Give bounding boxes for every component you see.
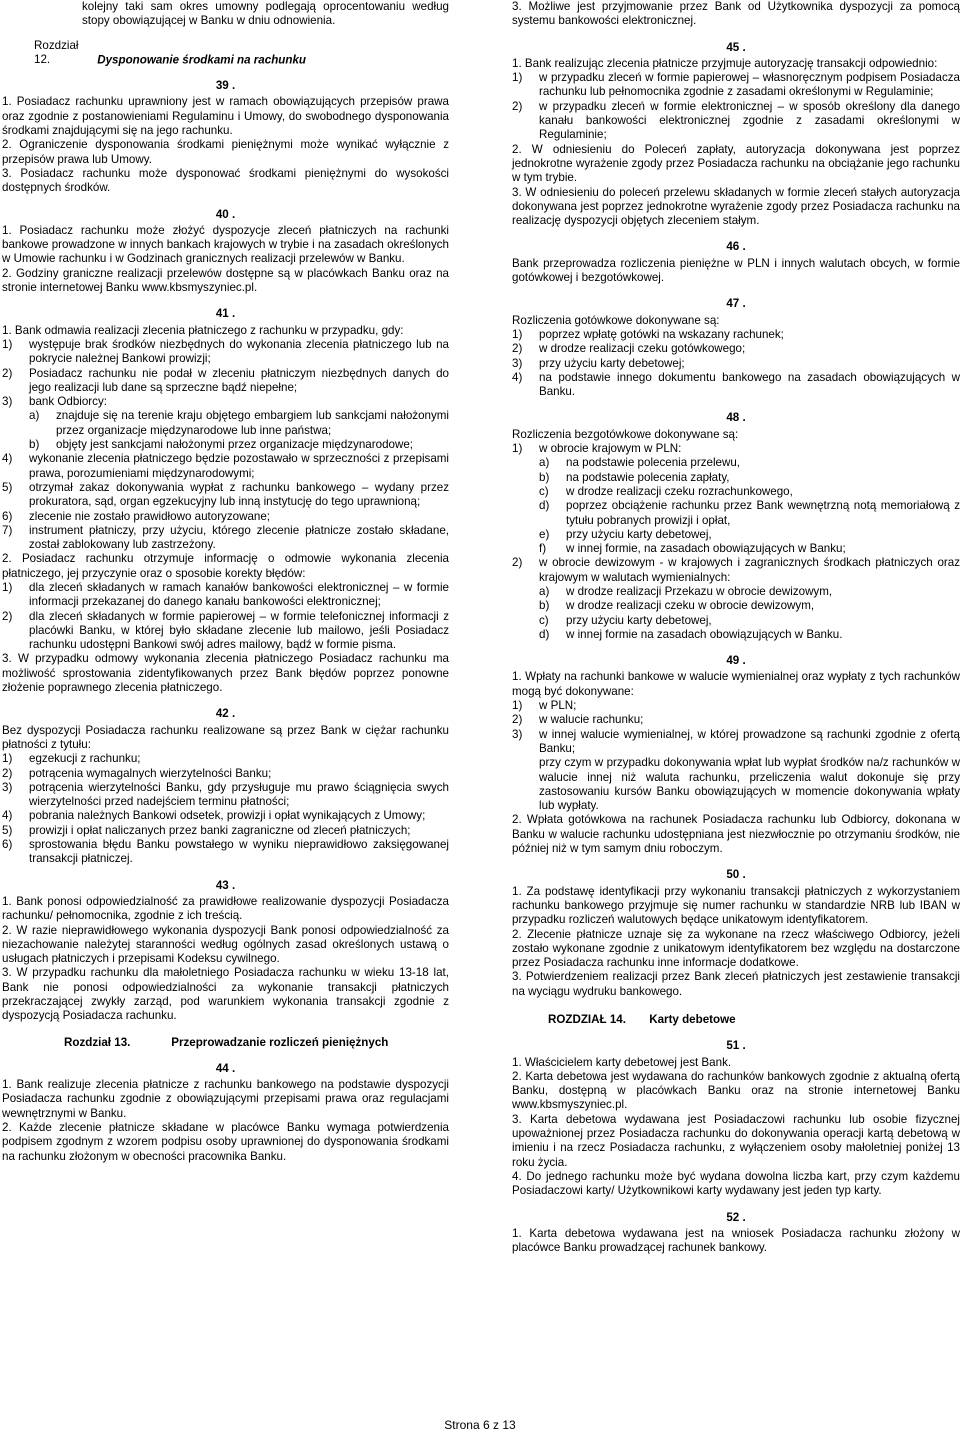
list-item: 4) wykonanie zlecenia płatniczego będzie pozostawało w sprzeczności z przepisami prawa, porozumieniami międzynarodowymi; bbox=[2, 452, 449, 480]
s50-p1: 1. Za podstawę identyfikacji przy wykonaniu transakcji płatniczych z wykorzystaniem rachunku bankowego przyjmuje się numer rachunku w standardzie NRB lub IBAN w przypadku rozliczeń walutowych będące unikatowym identyfikatorem. bbox=[512, 884, 960, 927]
list-subitem: a) w drodze realizacji Przekazu w obrocie dewizowym, bbox=[539, 584, 833, 598]
s44-p2: 2. Każde zlecenie płatnicze składane w placówce Banku wymaga potwierdzenia podpisem zgodnym z wzorem podpisu osoby uprawnionej do dysponowania środkami na rachunku złożonym w obecności pracownika Banku. bbox=[2, 1121, 449, 1163]
list-item: 1) w obrocie krajowym w PLN: bbox=[512, 442, 682, 456]
list-item: 3) bank Odbiorcy: bbox=[2, 395, 107, 409]
section-49-title: 49 . bbox=[726, 654, 746, 668]
s51-p4: 4. Do jednego rachunku może być wydana dowolna liczba kart, przy czym każdemu Posiadaczowi karty/ Użytkownikowi karty wydawany jest jeden typ karty. bbox=[512, 1169, 960, 1198]
s39-p3: 3. Posiadacz rachunku może dysponować środkami pieniężnymi do wysokości dostępnych środków. bbox=[2, 166, 449, 195]
list-item: 2) potrącenia wymagalnych wierzytelności Banku; bbox=[2, 766, 272, 780]
s39-p1: 1. Posiadacz rachunku uprawniony jest w ramach obowiązujących przepisów prawa oraz zgodnie z postanowieniami Regulaminu i Umowy, do swobodnego dysponowania środkami znajdującymi się na jego rachunku. bbox=[2, 95, 449, 138]
s40-p1: 1. Posiadacz rachunku może złożyć dyspozycje zleceń płatniczych na rachunki bankowe prowadzone w innych bankach krajowych w trybie i na zasadach określonych w Umowie rachunku i w Godzinach granicznych realizacji przelewów w Banku. bbox=[2, 223, 449, 266]
s40-p2: 2. Godziny graniczne realizacji przelewów dostępne są w placówkach Banku oraz na stronie internetowej Banku www.kbsmyszyniec.pl. bbox=[2, 266, 449, 295]
s43-p3: 3. W przypadku rachunku dla małoletniego Posiadacza rachunku w wieku 13-18 lat, Bank nie ponosi odpowiedzialności za wykonanie transakcji płatniczych przekraczającej zwykły zarząd, pod warunkiem wykonania transakcji zgodnie z dyspozycją Posiadacza rachunku. bbox=[2, 966, 449, 1023]
list-item: 1) egzekucji z rachunku; bbox=[2, 752, 141, 766]
list-item: 4) na podstawie innego dokumentu bankowego na zasadach obowiązujących w Banku. bbox=[512, 370, 960, 399]
chapter-12-heading: Rozdział 12. Dysponowanie środkami na rachunku bbox=[34, 38, 306, 66]
section-42-title: 42 . bbox=[215, 707, 236, 721]
section-39-title: 39 . bbox=[215, 79, 236, 93]
right-column bbox=[512, 0, 960, 1255]
list-item: 7) instrument płatniczy, przy użyciu, którego zlecenie płatnicze zostało składane, został zablokowany lub zastrzeżony. bbox=[2, 523, 449, 552]
s45-p3: 3. W odniesieniu do poleceń przelewu składanych w formie zleceń stałych autoryzacja dokonywana jest poprzez jednokrotne wyrażenie zgody przez Posiadacza rachunku na realizację dyspozycji objętych zleceniem stałym. bbox=[512, 185, 960, 228]
list-subitem: c) przy użyciu karty debetowej, bbox=[539, 613, 712, 627]
s44-p3: 3. Możliwe jest przyjmowanie przez Bank od Użytkownika dyspozycji za pomocą systemu bankowości elektronicznej. bbox=[512, 0, 960, 28]
list-item: 5) otrzymał zakaz dokonywania wypłat z rachunku bankowego – wydany przez prokuratora, sąd, organ egzekucyjny lub inną instytucję do tego uprawnioną; bbox=[2, 480, 449, 509]
left-column bbox=[2, 0, 449, 1164]
section-50-title: 50 . bbox=[726, 868, 746, 882]
list-item: 1) w PLN; bbox=[512, 699, 577, 713]
list-item: 3) przy użyciu karty debetowej; bbox=[512, 356, 685, 370]
section-52-title: 52 . bbox=[726, 1210, 746, 1224]
s49-p1: 1. Wpłaty na rachunki bankowe w walucie wymienialnej oraz wypłaty z tych rachunków mogą być dokonywane: bbox=[512, 670, 960, 698]
s50-p3: 3. Potwierdzeniem realizacji przez Bank zleceń płatniczych jest zestawienie transakcji na wyciągu wydruku bankowego. bbox=[512, 970, 960, 998]
list-item: 2) Posiadacz rachunku nie podał w zleceniu płatniczym niezbędnych danych do jego realizacji lub dane są sprzeczne bądź niepełne; bbox=[2, 366, 449, 394]
chapter-13-heading: Rozdział 13. Przeprowadzanie rozliczeń pieniężnych bbox=[64, 1035, 389, 1049]
list-subitem: b) na podstawie polecenia zapłaty, bbox=[539, 470, 730, 484]
list-item: 2) w drodze realizacji czeku gotówkowego; bbox=[512, 342, 746, 356]
list-subitem: c) w drodze realizacji czeku rozrachunkowego, bbox=[539, 484, 793, 498]
list-item: 4) pobrania należnych Bankowi odsetek, prowizji i opłat wynikających z Umowy; bbox=[2, 809, 426, 823]
list-subitem: b) objęty jest sankcjami nałożonymi przez organizacje międzynarodowe; bbox=[29, 438, 414, 452]
section-45-title: 45 . bbox=[726, 40, 746, 54]
s45-p1: 1. Bank realizując zlecenia płatnicze przyjmuje autoryzację transakcji odpowiednio: bbox=[512, 56, 938, 70]
section-51-title: 51 . bbox=[726, 1039, 746, 1053]
list-subitem: a) znajduje się na terenie kraju objętego embargiem lub sankcjami nałożonymi przez organizacje międzynarodowe lub inne państwa; bbox=[29, 409, 449, 437]
list-item: 2) w przypadku zleceń w formie elektronicznej – w sposób określony dla danego kanału bankowości elektronicznej zgodnie z zasadami określonymi w Regulaminie; bbox=[512, 99, 960, 142]
section-48-title: 48 . bbox=[726, 411, 746, 425]
list-item: 2) w obrocie dewizowym - w krajowych i zagranicznych środkach płatniczych oraz krajowym w walutach wymienialnych: bbox=[512, 556, 960, 584]
s41-p2: 2. Posiadacz rachunku otrzymuje informację o odmowie wykonania zlecenia płatniczego, jej przyczynie oraz o sposobie korekty błędów: bbox=[2, 552, 449, 580]
list-item: 2) dla zleceń składanych w formie papierowej – w formie telefonicznej informacji z placówki Banku, w której było składane zlecenie lub mailowo, jeśli Posiadacz rachunku udostępni Bankowi swój adres mailowy, bądź w formie pisma. bbox=[2, 609, 449, 652]
chapter-14-heading: ROZDZIAŁ 14. Karty debetowe bbox=[548, 1013, 736, 1026]
s46-p1: Bank przeprowadza rozliczenia pieniężne w PLN i innych walutach obcych, w formie gotówkowej i bezgotówkowej. bbox=[512, 256, 960, 285]
page-number: Strona 6 z 13 bbox=[444, 1418, 516, 1432]
s47-p1: Rozliczenia gotówkowe dokonywane są: bbox=[512, 313, 720, 327]
s43-p2: 2. W razie nieprawidłowego wykonania dyspozycji Bank ponosi odpowiedzialność za niezachowanie należytej staranności według ogólnych zasad określonych ustawą o usługach płatniczych i przepisami Kodeksu cywilnego. bbox=[2, 923, 449, 966]
s41-p3: 3. W przypadku odmowy wykonania zlecenia płatniczego Posiadacz rachunku ma możliwość sprostowania zidentyfikowanych przez Bank błędów poprzez ponowne złożenie poprawnego zlecenia płatniczego. bbox=[2, 652, 449, 695]
section-41-title: 41 . bbox=[215, 307, 236, 321]
list-item: 1) dla zleceń składanych w ramach kanałów bankowości elektronicznej – w formie informacji przekazanej do danego kanału bankowości elektronicznej; bbox=[2, 580, 449, 609]
list-subitem: e) przy użyciu karty debetowej, bbox=[539, 527, 712, 541]
section-43-title: 43 . bbox=[215, 878, 236, 892]
s43-p1: 1. Bank ponosi odpowiedzialność za prawidłowe realizowanie dyspozycji Posiadacza rachunku/ pełnomocnika, zgodnie z ich treścią. bbox=[2, 894, 449, 923]
s41-p1: 1. Bank odmawia realizacji zlecenia płatniczego z rachunku w przypadku, gdy: bbox=[2, 323, 404, 337]
list-subitem: b) w drodze realizacji czeku w obrocie dewizowym, bbox=[539, 599, 815, 613]
s45-p2: 2. W odniesieniu do Poleceń zapłaty, autoryzacja dokonywana jest poprzez jednokrotne wyrażenie zgody przez Posiadacza rachunku na obciążanie jego rachunku w tym trybie. bbox=[512, 142, 960, 185]
list-item: 6) sprostowania błędu Banku powstałego w wyniku nieprawidłowo zaksięgowanej transakcji płatniczej. bbox=[2, 838, 449, 866]
list-item: 2) w walucie rachunku; bbox=[512, 713, 644, 727]
section-46-title: 46 . bbox=[726, 240, 746, 254]
list-item: 3) potrącenia wierzytelności Banku, gdy przysługuje mu prawo ściągnięcia swych wierzytelności przed nadejściem terminu płatności; bbox=[2, 780, 449, 809]
list-subitem: f) w innej formie, na zasadach obowiązujących w Banku; bbox=[539, 542, 846, 556]
list-item: 5) prowizji i opłat naliczanych przez banki zagraniczne od zleceń płatniczych; bbox=[2, 823, 411, 837]
list-subitem: a) na podstawie polecenia przelewu, bbox=[539, 456, 741, 470]
intro-paragraph: kolejny taki sam okres umowny podlegają oprocentowaniu według stopy obowiązującej w Banku w dniu odnowienia. bbox=[82, 0, 449, 28]
list-item: 1) występuje brak środków niezbędnych do wykonania zlecenia płatniczego lub na pokrycie należnej Bankowi prowizji; bbox=[2, 337, 449, 366]
s51-p1: 1. Właścicielem karty debetowej jest Bank. bbox=[512, 1055, 732, 1069]
section-47-title: 47 . bbox=[726, 297, 746, 311]
s42-p1: Bez dyspozycji Posiadacza rachunku realizowane są przez Bank w ciężar rachunku płatności z tytułu: bbox=[2, 723, 449, 751]
s51-p2: 2. Karta debetowa jest wydawana do rachunków bankowych zgodnie z aktualną ofertą Banku, dostępną w placówkach Banku oraz na stronie internetowej Banku www.kbsmyszyniec.pl. bbox=[512, 1069, 960, 1112]
section-40-title: 40 . bbox=[215, 207, 236, 221]
section-44-title: 44 . bbox=[215, 1061, 236, 1075]
list-item: 1) poprzez wpłatę gotówki na wskazany rachunek; bbox=[512, 327, 784, 341]
s44-p1: 1. Bank realizuje zlecenia płatnicze z rachunku bankowego na podstawie dyspozycji Posiadacza rachunku zgodnie z obowiązującymi przepisami prawa oraz regulacjami wewnętrznymi w Banku. bbox=[2, 1078, 449, 1120]
list-item: 3) w innej walucie wymienialnej, w której prowadzone są rachunki zgodnie z ofertą Banku; bbox=[512, 727, 960, 755]
s48-p1: Rozliczenia bezgotówkowe dokonywane są: bbox=[512, 427, 739, 441]
s39-p2: 2. Ograniczenie dysponowania środkami pieniężnymi może wynikać wyłącznie z przepisów prawa lub Umowy. bbox=[2, 138, 449, 166]
list-subitem: d) poprzez obciążenie rachunku przez Bank wewnętrzną notą memoriałową z tytułu pobranych prowizji i opłat, bbox=[539, 499, 960, 527]
s49-continuation: przy czym w przypadku dokonywania wpłat lub wypłat środków na/z rachunków w walucie innej niż waluta rachunku, przeliczenia walut dokonuje się przy zastosowaniu kursów Banku obowiązujących w momencie dokonywania wpłaty lub wypłaty. bbox=[539, 756, 960, 813]
list-item: 6) zlecenie nie zostało prawidłowo autoryzowane; bbox=[2, 509, 271, 523]
list-subitem: d) w innej formie na zasadach obowiązujących w Banku. bbox=[539, 627, 843, 641]
s52-p1: 1. Karta debetowa wydawana jest na wniosek Posiadacza rachunku złożony w placówce Banku prowadzącej rachunek bankowy. bbox=[512, 1226, 960, 1255]
s49-p2: 2. Wpłata gotówkowa na rachunek Posiadacza rachunku lub Odbiorcy, dokonana w Banku w walucie rachunku udostępniana jest niezwłocznie po otrzymaniu środków, nie później niż w tym samym dniu roboczym. bbox=[512, 813, 960, 856]
s50-p2: 2. Zlecenie płatnicze uznaje się za wykonane na rzecz właściwego Odbiorcy, jeżeli zostało wykonane zgodnie z unikatowym identyfikatorem bez względu na dostarczone przez Posiadacza rachunku inne informacje dodatkowe. bbox=[512, 927, 960, 970]
s51-p3: 3. Karta debetowa wydawana jest Posiadaczowi rachunku lub osobie fizycznej upoważnionej przez Posiadacza rachunku do dokonywania operacji kartą debetową w imieniu i na rzecz Posiadacza rachunku, z wyłączeniem osoby małoletniej poniżej 13 roku życia. bbox=[512, 1112, 960, 1169]
list-item: 1) w przypadku zleceń w formie papierowej – własnoręcznym podpisem Posiadacza rachunku lub pełnomocnika zgodnie z zasadami określonymi w Regulaminie; bbox=[512, 71, 960, 99]
